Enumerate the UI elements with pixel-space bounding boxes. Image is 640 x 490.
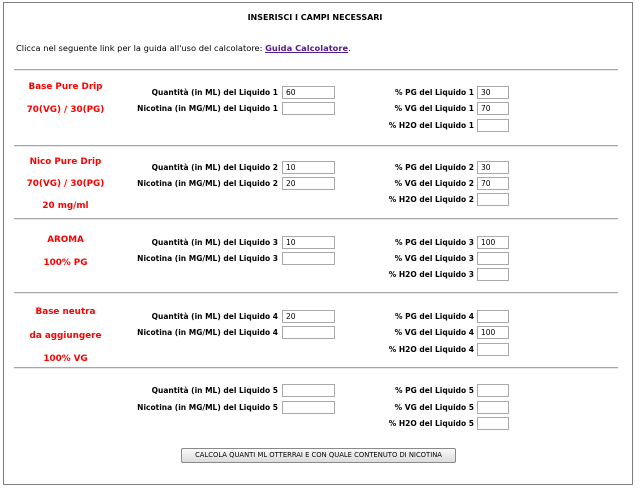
liquid-3-h2o-input[interactable] bbox=[477, 268, 509, 281]
liquid-5-pg-input[interactable] bbox=[477, 384, 509, 397]
liquid-1-qty-label: Quantità (in ML) del Liquido 1 bbox=[151, 88, 278, 97]
liquid-5-qty-input[interactable] bbox=[282, 384, 335, 397]
section-divider bbox=[14, 218, 618, 220]
guide-link[interactable]: Guida Calcolatore bbox=[265, 43, 349, 53]
liquid-1-vg-label: % VG del Liquido 1 bbox=[394, 104, 474, 113]
section-divider bbox=[14, 292, 618, 294]
liquid-1-nic-label: Nicotina (in MG/ML) del Liquido 1 bbox=[137, 104, 278, 113]
liquid-4-qty-label: Quantità (in ML) del Liquido 4 bbox=[151, 312, 278, 321]
liquid-1-vg-input[interactable] bbox=[477, 102, 509, 115]
liquid-1-qty-input[interactable] bbox=[282, 86, 335, 99]
section-divider bbox=[14, 145, 618, 147]
liquid-5-vg-input[interactable] bbox=[477, 401, 509, 414]
liquid-4-h2o-input[interactable] bbox=[477, 343, 509, 356]
liquid-4-nic-label: Nicotina (in MG/ML) del Liquido 4 bbox=[137, 328, 278, 337]
calculate-button[interactable]: CALCOLA QUANTI ML OTTERRAI E CON QUALE CONTENUTO DI NICOTINA bbox=[181, 448, 456, 463]
liquid-2-h2o-label: % H2O del Liquido 2 bbox=[388, 195, 474, 204]
liquid-1-pg-input[interactable] bbox=[477, 86, 509, 99]
liquid-3-vg-input[interactable] bbox=[477, 252, 509, 265]
liquid-4-ratio: 100% VG bbox=[43, 354, 88, 364]
liquid-2-name: Nico Pure Drip bbox=[29, 157, 102, 167]
liquid-4-pg-input[interactable] bbox=[477, 310, 509, 323]
liquid-4-h2o-label: % H2O del Liquido 4 bbox=[388, 345, 474, 354]
liquid-5-nic-input[interactable] bbox=[282, 401, 335, 414]
liquid-3-name: AROMA bbox=[47, 235, 84, 245]
liquid-5-qty-label: Quantità (in ML) del Liquido 5 bbox=[151, 386, 278, 395]
liquid-1-name: Base Pure Drip bbox=[28, 82, 103, 92]
liquid-4-pg-label: % PG del Liquido 4 bbox=[394, 312, 474, 321]
liquid-3-ratio: 100% PG bbox=[43, 258, 88, 268]
liquid-4-vg-input[interactable] bbox=[477, 326, 509, 339]
liquid-2-vg-input[interactable] bbox=[477, 177, 509, 190]
section-divider bbox=[14, 367, 618, 369]
liquid-5-h2o-label: % H2O del Liquido 5 bbox=[388, 419, 474, 428]
liquid-1-ratio: 70(VG) / 30(PG) bbox=[26, 105, 105, 115]
liquid-3-h2o-label: % H2O del Liquido 3 bbox=[388, 270, 474, 279]
liquid-5-h2o-input[interactable] bbox=[477, 417, 509, 430]
liquid-2-nic-label: Nicotina (in MG/ML) del Liquido 2 bbox=[137, 179, 278, 188]
liquid-3-nic-label: Nicotina (in MG/ML) del Liquido 3 bbox=[137, 254, 278, 263]
liquid-5-pg-label: % PG del Liquido 5 bbox=[394, 386, 474, 395]
liquid-2-qty-input[interactable] bbox=[282, 161, 335, 174]
liquid-3-qty-input[interactable] bbox=[282, 236, 335, 249]
liquid-4-note: da aggiungere bbox=[29, 331, 102, 341]
liquid-3-vg-label: % VG del Liquido 3 bbox=[394, 254, 474, 263]
page-title: INSERISCI I CAMPI NECESSARI bbox=[247, 13, 383, 22]
guide-text: Clicca nel seguente link per la guida all'uso del calcolatore: bbox=[16, 43, 266, 53]
liquid-2-pg-label: % PG del Liquido 2 bbox=[394, 163, 474, 172]
liquid-1-nic-input[interactable] bbox=[282, 102, 335, 115]
liquid-1-pg-label: % PG del Liquido 1 bbox=[394, 88, 474, 97]
liquid-2-ratio: 70(VG) / 30(PG) bbox=[26, 179, 105, 189]
liquid-5-vg-label: % VG del Liquido 5 bbox=[394, 403, 474, 412]
liquid-4-nic-input[interactable] bbox=[282, 326, 335, 339]
liquid-4-vg-label: % VG del Liquido 4 bbox=[394, 328, 474, 337]
liquid-5-nic-label: Nicotina (in MG/ML) del Liquido 5 bbox=[137, 403, 278, 412]
liquid-3-nic-input[interactable] bbox=[282, 252, 335, 265]
liquid-3-pg-label: % PG del Liquido 3 bbox=[394, 238, 474, 247]
guide-suffix: . bbox=[348, 43, 351, 53]
liquid-1-h2o-label: % H2O del Liquido 1 bbox=[388, 121, 474, 130]
liquid-2-qty-label: Quantità (in ML) del Liquido 2 bbox=[151, 163, 278, 172]
liquid-4-qty-input[interactable] bbox=[282, 310, 335, 323]
liquid-3-pg-input[interactable] bbox=[477, 236, 509, 249]
liquid-1-h2o-input[interactable] bbox=[477, 119, 509, 132]
liquid-3-qty-label: Quantità (in ML) del Liquido 3 bbox=[151, 238, 278, 247]
liquid-4-name: Base neutra bbox=[35, 307, 96, 317]
liquid-2-strength: 20 mg/ml bbox=[42, 201, 89, 211]
liquid-2-h2o-input[interactable] bbox=[477, 193, 509, 206]
section-divider bbox=[14, 69, 618, 71]
guide-line bbox=[16, 43, 351, 53]
liquid-2-nic-input[interactable] bbox=[282, 177, 335, 190]
liquid-2-pg-input[interactable] bbox=[477, 161, 509, 174]
liquid-2-vg-label: % VG del Liquido 2 bbox=[394, 179, 474, 188]
